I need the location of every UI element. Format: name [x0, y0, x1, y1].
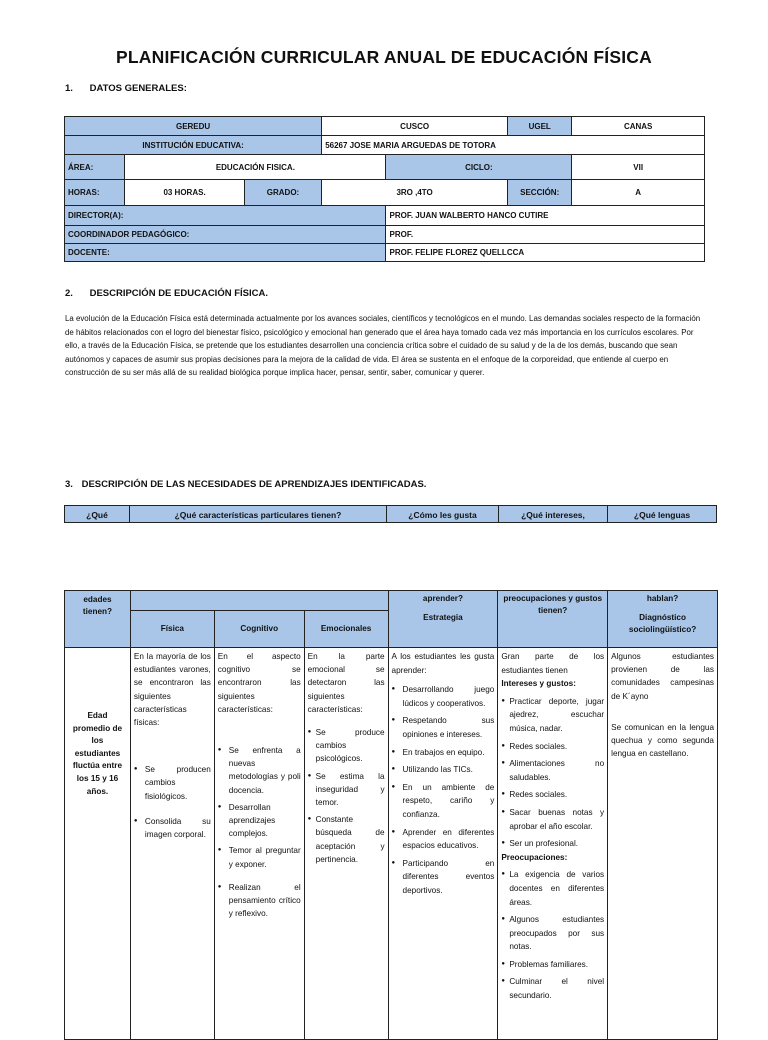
- list-item: ● Se produce cambios psicológicos.: [308, 726, 385, 766]
- section-number: 3.: [65, 479, 73, 490]
- seccion-label: SECCIÓN:: [508, 180, 572, 206]
- horas-label: HORAS:: [65, 180, 125, 206]
- lenguas-paragraph-1: Algunos estudiantes provienen de las comunidades campesinas de K´ayno: [611, 652, 714, 701]
- section-3-heading: [65, 479, 426, 490]
- section-number: 2.: [65, 288, 73, 299]
- estrategia-list: [392, 683, 495, 897]
- needs-header-bar: [64, 505, 717, 523]
- list-item: ● Se producen cambios fisiológicos.: [134, 763, 211, 803]
- list-item: ● Aprender en diferentes espacios educativos.: [392, 826, 495, 853]
- horas-value: 03 HORAS.: [125, 180, 245, 206]
- geredu-value: CUSCO: [322, 117, 508, 136]
- list-item: ● Problemas familiares.: [501, 958, 604, 972]
- header-que: ¿Qué: [64, 505, 130, 523]
- estrategia-intro: A los estudiantes les gusta aprender:: [391, 652, 495, 675]
- emocional-list: [308, 726, 385, 866]
- section-title: DESCRIPCIÓN DE EDUCACIÓN FÍSICA.: [89, 288, 268, 299]
- section-2-heading: [65, 288, 268, 299]
- age-cell: Edad promedio de los estudiantes fluctúa entre los 15 y 16 años.: [65, 648, 131, 1040]
- seccion-value: A: [572, 180, 705, 206]
- list-item: ● Participando en diferentes eventos deportivos.: [392, 857, 495, 898]
- header-blank: [130, 591, 388, 611]
- header-estrategia-text: Estrategia: [423, 613, 463, 622]
- lenguas-cell: [608, 648, 718, 1040]
- fisica-cell: [130, 648, 214, 1040]
- list-item: ● La exigencia de varios docentes en diferentes áreas.: [501, 868, 604, 909]
- section-1-heading: [65, 83, 187, 94]
- director-label: DIRECTOR(A):: [65, 206, 386, 226]
- intereses-cell: [498, 648, 608, 1040]
- list-item: ● Consolida su imagen corporal.: [134, 815, 211, 841]
- list-item: ● Ser un profesional.: [501, 837, 604, 851]
- header-intereses-gustos: preocupaciones y gustos tienen?: [498, 591, 608, 648]
- emocional-intro: En la parte emocional se detectaron las siguientes características:: [307, 652, 385, 714]
- coordinator-value: PROF.: [386, 226, 705, 244]
- director-value: PROF. JUAN WALBERTO HANCO CUTIRE: [386, 206, 705, 226]
- header-caracteristicas: ¿Qué características particulares tienen?: [129, 505, 387, 523]
- ciclo-label: CICLO:: [386, 155, 572, 180]
- header-diagnostico-text: Diagnóstico sociolingüístico?: [628, 613, 697, 634]
- list-item: ● Temor al preguntar y exponer.: [218, 844, 301, 870]
- section-title: DATOS GENERALES:: [89, 83, 187, 94]
- intereses-heading: Intereses y gustos:: [501, 679, 576, 689]
- header-estrategia: [388, 591, 498, 648]
- list-item: ● Respetando sus opiniones e intereses.: [392, 714, 495, 741]
- cognitivo-list: [218, 744, 301, 920]
- list-item: ● Practicar deporte, jugar ajedrez, escuchar música, nadar.: [501, 695, 604, 736]
- preocupaciones-heading: Preocupaciones:: [501, 852, 568, 862]
- teacher-label: DOCENTE:: [65, 244, 386, 262]
- list-item: ● Redes sociales.: [501, 788, 604, 802]
- area-label: ÁREA:: [65, 155, 125, 180]
- header-edades: edades tienen?: [65, 591, 131, 648]
- list-item: ● Realizan el pensamiento crítico y reflexivo.: [218, 881, 301, 921]
- emocional-cell: [304, 648, 388, 1040]
- list-item: ● Se estima la inseguridad y temor.: [308, 770, 385, 810]
- header-cognitivo: Cognitivo: [214, 611, 304, 648]
- grado-value: 3RO ,4TO: [322, 180, 508, 206]
- intereses-list: [501, 695, 604, 851]
- list-item: ● Alimentaciones no saludables.: [501, 757, 604, 784]
- header-lenguas: ¿Qué lenguas: [607, 505, 717, 523]
- fisica-list: [134, 763, 211, 841]
- cognitivo-cell: [214, 648, 304, 1040]
- header-diagnostico: [608, 591, 718, 648]
- cognitivo-intro: En el aspecto cognitivo se encontraron las siguientes características:: [217, 652, 301, 714]
- coordinator-label: COORDINADOR PEDAGÓGICO:: [65, 226, 386, 244]
- list-item: ● Desarrollan aprendizajes complejos.: [218, 801, 301, 841]
- ie-label: INSTITUCIÓN EDUCATIVA:: [65, 136, 322, 155]
- description-paragraph: La evolución de la Educación Física está determinada actualmente por los avances sociales, científicos y tecnológicos en el mundo. Las demandas sociales respecto de la formación de hábitos relacionados con el logro del bienestar físico, psicológico y emocional han generado que el área haya tomado cada vez más importancia en los currículos escolares. Por ello, a través de la Educación Física, se pretende que los estudiantes desarrollen una conciencia crítica sobre el cuidado de su salud y de la de los demás, buscando que sean autónomos y capaces de asumir sus propias decisiones para la mejora de la calidad de vida. El área se sustenta en el enfoque de la corporeidad, que entiende al cuerpo en construcción de su ser más allá de su realidad biológica porque implica hacer, pensar, sentir, saber, comunicar y querer.: [65, 314, 701, 378]
- ugel-value: CANAS: [572, 117, 705, 136]
- header-intereses: ¿Qué intereses,: [498, 505, 608, 523]
- header-como-gusta: ¿Cómo les gusta: [386, 505, 499, 523]
- header-hablan-text: hablan?: [646, 594, 679, 603]
- lenguas-paragraph-2: Se comunican en la lengua quechua y como segunda lengua en castellano.: [611, 722, 714, 759]
- list-item: ● Culminar el nivel secundario.: [501, 975, 604, 1002]
- list-item: ● Redes sociales.: [501, 740, 604, 754]
- section-title: DESCRIPCIÓN DE LAS NECESIDADES DE APRENDIZAJES IDENTIFICADAS.: [81, 479, 427, 490]
- estrategia-cell: [388, 648, 498, 1040]
- list-item: ● En trabajos en equipo.: [392, 746, 495, 760]
- list-item: ● Constante búsqueda de aceptación y pertinencia.: [308, 813, 385, 866]
- needs-table: [64, 590, 718, 1040]
- ie-value: 56267 JOSE MARIA ARGUEDAS DE TOTORA: [322, 136, 705, 155]
- geredu-label: GEREDU: [65, 117, 322, 136]
- fisica-intro: En la mayoría de los estudiantes varones, se encontraron las siguientes características físicas:: [133, 652, 211, 728]
- intereses-intro: Gran parte de los estudiantes tienen: [501, 652, 605, 675]
- ugel-label: UGEL: [508, 117, 572, 136]
- area-value: EDUCACIÓN FISICA.: [125, 155, 386, 180]
- section-number: 1.: [65, 83, 73, 94]
- preocupaciones-list: [501, 868, 604, 1002]
- header-fisica: Física: [130, 611, 214, 648]
- list-item: ● En un ambiente de respeto, cariño y confianza.: [392, 781, 495, 822]
- page-title: PLANIFICACIÓN CURRICULAR ANUAL DE EDUCACIÓN FÍSICA: [116, 47, 652, 67]
- list-item: ● Sacar buenas notas y aprobar el año escolar.: [501, 806, 604, 833]
- general-data-table: [64, 116, 705, 262]
- list-item: ● Utilizando las TICs.: [392, 763, 495, 777]
- teacher-value: PROF. FELIPE FLOREZ QUELLCCA: [386, 244, 705, 262]
- list-item: ● Se enfrenta a nuevas metodologías y poli docencia.: [218, 744, 301, 797]
- header-aprender-text: aprender?: [422, 594, 463, 603]
- header-emocionales: Emocionales: [304, 611, 388, 648]
- grado-label: GRADO:: [244, 180, 321, 206]
- list-item: ● Algunos estudiantes preocupados por sus notas.: [501, 913, 604, 954]
- list-item: ● Desarrollando juego lúdicos y cooperativos.: [392, 683, 495, 710]
- ciclo-value: VII: [572, 155, 705, 180]
